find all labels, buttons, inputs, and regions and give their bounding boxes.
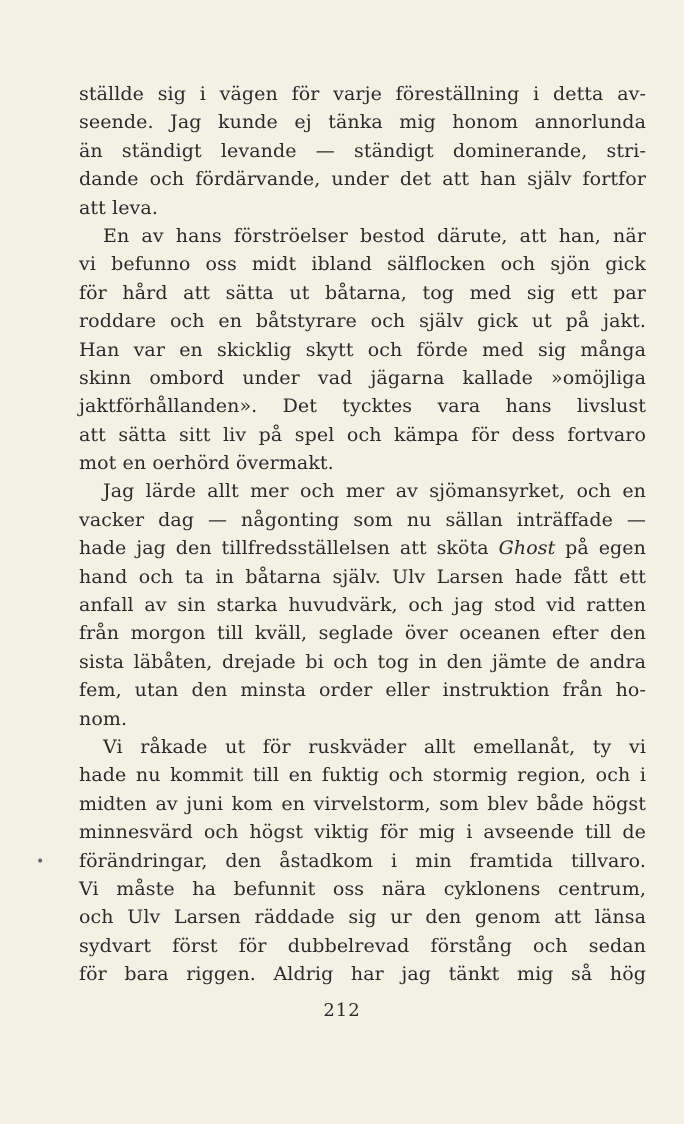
text-line: Han var en skicklig skytt och förde med sig många [79,338,646,361]
text-line: och Ulv Larsen räddade sig ur den genom att länsa [79,906,646,929]
text-line: roddare och en båtstyrare och själv gick ut på jakt. [79,310,646,333]
text-line: sydvart först för dubbelrevad förstång och sedan [79,934,646,957]
text-line: Vi råkade ut för ruskväder allt emellanåt, ty vi [103,735,646,758]
text-segment: hade jag den tillfredsställelsen att sköta [79,537,499,560]
text-line: hand och ta in båtarna själv. Ulv Larsen hade fått ett [79,565,646,588]
margin-mark: • [36,854,45,870]
text-line: att leva. [79,196,158,219]
text-line: En av hans förströelser bestod därute, att han, när [103,224,646,247]
text-line: för hård att sätta ut båtarna, tog med sig ett par [79,281,646,304]
text-line: fem, utan den minsta order eller instruktion från ho- [79,679,646,702]
text-line: hade nu kommit till en fuktig och stormig region, och i [79,764,646,787]
text-line [79,534,646,562]
text-line: förändringar, den åstadkom i min framtida tillvaro. [79,849,646,872]
ship-name-italic: Ghost [498,537,556,560]
text-line: midten av juni kom en virvelstorm, som blev både högst [79,792,646,815]
text-line: Vi måste ha befunnit oss nära cyklonens centrum, [79,877,646,900]
text-line: mot en oerhörd övermakt. [79,452,334,475]
text-line: för bara riggen. Aldrig har jag tänkt mig så hög [79,963,646,986]
text-line: vi befunno oss midt ibland sälflocken och sjön gick [79,253,646,276]
text-line: ställde sig i vägen för varje föreställning i detta av- [79,83,646,105]
text-line: skinn ombord under vad jägarna kallade »omöjliga [79,366,646,389]
text-line: nom. [79,707,128,730]
text-line: jaktförhållanden». Det tycktes vara hans livslust [79,395,646,418]
text-line: anfall av sin starka huvudvärk, och jag stod vid ratten [79,594,646,617]
text-line: vacker dag — någonting som nu sällan inträffade — [79,508,646,531]
text-line: från morgon till kväll, seglade över oceanen efter den [79,622,646,645]
text-line: Jag lärde allt mer och mer av sjömansyrket, och en [103,480,646,503]
page-body [79,80,646,989]
text-segment: på egen [555,537,646,560]
text-line: än ständigt levande — ständigt dominerande, stri- [79,139,646,162]
text-line: seende. Jag kunde ej tänka mig honom annorlunda [79,111,646,134]
page-number: 212 [323,1000,361,1021]
text-line: sista läbåten, drejade bi och tog in den jämte de andra [79,650,646,673]
text-line: att sätta sitt liv på spel och kämpa för dess fortvaro [79,423,646,446]
text-line: minnesvärd och högst viktig för mig i avseende till de [79,821,646,844]
text-line: dande och fördärvande, under det att han själv fortfor [79,168,646,191]
